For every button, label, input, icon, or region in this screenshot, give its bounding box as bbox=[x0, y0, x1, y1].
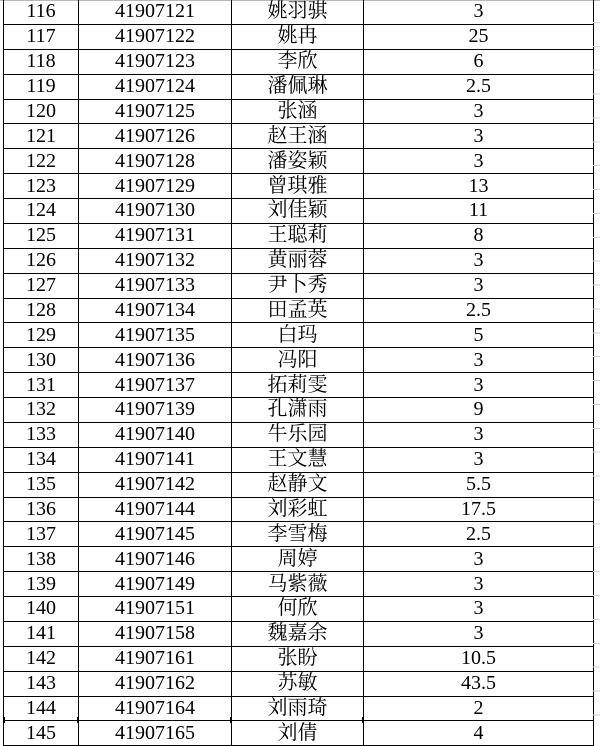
cell-student-id[interactable]: 41907126 bbox=[79, 124, 232, 149]
table-row bbox=[4, 49, 594, 74]
table-row bbox=[4, 522, 594, 547]
cell-name[interactable]: 张盼 bbox=[232, 646, 364, 671]
table-body bbox=[4, 0, 594, 746]
cell-row-number[interactable]: 139 bbox=[4, 572, 79, 597]
cell-value[interactable]: 3 bbox=[364, 248, 594, 273]
cell-name[interactable]: 李欣 bbox=[232, 49, 364, 74]
cell-name[interactable]: 赵王涵 bbox=[232, 124, 364, 149]
table-row bbox=[4, 497, 594, 522]
cell-value[interactable]: 10.5 bbox=[364, 646, 594, 671]
cell-student-id[interactable]: 41907162 bbox=[79, 671, 232, 696]
table-row bbox=[4, 174, 594, 199]
cell-name[interactable]: 何欣 bbox=[232, 597, 364, 622]
next-row-border-stub bbox=[593, 717, 595, 723]
cell-value[interactable]: 5.5 bbox=[364, 472, 594, 497]
cell-value[interactable]: 3 bbox=[364, 447, 594, 472]
cell-student-id[interactable]: 41907122 bbox=[79, 24, 232, 49]
table-row bbox=[4, 0, 594, 24]
cell-student-id[interactable]: 41907146 bbox=[79, 547, 232, 572]
table-row bbox=[4, 248, 594, 273]
cell-value[interactable]: 3 bbox=[364, 572, 594, 597]
table-row bbox=[4, 621, 594, 646]
cell-row-number[interactable]: 117 bbox=[4, 24, 79, 49]
table-row bbox=[4, 273, 594, 298]
cell-student-id[interactable]: 41907133 bbox=[79, 273, 232, 298]
cell-student-id[interactable]: 41907149 bbox=[79, 572, 232, 597]
table-row bbox=[4, 74, 594, 99]
cell-value[interactable]: 3 bbox=[364, 124, 594, 149]
cell-student-id[interactable]: 41907151 bbox=[79, 597, 232, 622]
cell-value[interactable]: 3 bbox=[364, 547, 594, 572]
cell-name[interactable]: 刘彩虹 bbox=[232, 497, 364, 522]
next-row-border-stub bbox=[362, 717, 364, 723]
cell-student-id[interactable]: 41907121 bbox=[79, 0, 232, 24]
cell-name[interactable]: 潘姿颖 bbox=[232, 149, 364, 174]
cell-value[interactable]: 11 bbox=[364, 199, 594, 224]
cell-name[interactable]: 尹卜秀 bbox=[232, 273, 364, 298]
table-row bbox=[4, 323, 594, 348]
cell-student-id[interactable]: 41907125 bbox=[79, 99, 232, 124]
cell-student-id[interactable]: 41907161 bbox=[79, 646, 232, 671]
cell-row-number[interactable]: 119 bbox=[4, 74, 79, 99]
cell-value[interactable]: 3 bbox=[364, 99, 594, 124]
cell-student-id[interactable]: 41907130 bbox=[79, 199, 232, 224]
cell-row-number[interactable]: 123 bbox=[4, 174, 79, 199]
cell-name[interactable]: 姚冉 bbox=[232, 24, 364, 49]
cell-row-number[interactable]: 142 bbox=[4, 646, 79, 671]
cell-row-number[interactable]: 116 bbox=[4, 0, 79, 24]
cell-value[interactable]: 6 bbox=[364, 49, 594, 74]
cell-name[interactable]: 苏敏 bbox=[232, 671, 364, 696]
table-row bbox=[4, 721, 594, 746]
cell-row-number[interactable]: 128 bbox=[4, 298, 79, 323]
table-row bbox=[4, 24, 594, 49]
cell-value[interactable]: 2.5 bbox=[364, 74, 594, 99]
cell-student-id[interactable]: 41907165 bbox=[79, 721, 232, 746]
cell-student-id[interactable]: 41907158 bbox=[79, 621, 232, 646]
cell-value[interactable]: 3 bbox=[364, 149, 594, 174]
cell-student-id[interactable]: 41907164 bbox=[79, 696, 232, 721]
cell-student-id[interactable]: 41907140 bbox=[79, 422, 232, 447]
cell-name[interactable]: 赵静文 bbox=[232, 472, 364, 497]
cell-value[interactable]: 4 bbox=[364, 721, 594, 746]
cell-name[interactable]: 拓莉雯 bbox=[232, 373, 364, 398]
table-row bbox=[4, 348, 594, 373]
cell-row-number[interactable]: 141 bbox=[4, 621, 79, 646]
cell-name[interactable]: 姚羽骐 bbox=[232, 0, 364, 24]
cell-student-id[interactable]: 41907136 bbox=[79, 348, 232, 373]
cell-name[interactable]: 李雪梅 bbox=[232, 522, 364, 547]
cell-student-id[interactable]: 41907139 bbox=[79, 398, 232, 423]
cell-value[interactable]: 43.5 bbox=[364, 671, 594, 696]
cell-student-id[interactable]: 41907137 bbox=[79, 373, 232, 398]
cell-value[interactable]: 2.5 bbox=[364, 298, 594, 323]
table-row bbox=[4, 572, 594, 597]
table-row bbox=[4, 447, 594, 472]
table-row bbox=[4, 472, 594, 497]
table-row bbox=[4, 547, 594, 572]
cell-row-number[interactable]: 120 bbox=[4, 99, 79, 124]
cell-row-number[interactable]: 131 bbox=[4, 373, 79, 398]
cell-row-number[interactable]: 121 bbox=[4, 124, 79, 149]
cell-value[interactable]: 3 bbox=[364, 422, 594, 447]
cell-value[interactable]: 2 bbox=[364, 696, 594, 721]
cell-name[interactable]: 田孟英 bbox=[232, 298, 364, 323]
cell-name[interactable]: 王文慧 bbox=[232, 447, 364, 472]
cell-value[interactable]: 8 bbox=[364, 223, 594, 248]
table-row bbox=[4, 696, 594, 721]
cell-name[interactable]: 孔潇雨 bbox=[232, 398, 364, 423]
cell-value[interactable]: 17.5 bbox=[364, 497, 594, 522]
cell-value[interactable]: 3 bbox=[364, 597, 594, 622]
cell-row-number[interactable]: 135 bbox=[4, 472, 79, 497]
next-row-border-stub bbox=[3, 717, 5, 723]
cell-name[interactable]: 张涵 bbox=[232, 99, 364, 124]
cell-value[interactable]: 3 bbox=[364, 348, 594, 373]
table-row bbox=[4, 373, 594, 398]
cell-name[interactable]: 刘倩 bbox=[232, 721, 364, 746]
cell-value[interactable]: 13 bbox=[364, 174, 594, 199]
cell-row-number[interactable]: 145 bbox=[4, 721, 79, 746]
cell-row-number[interactable]: 124 bbox=[4, 199, 79, 224]
cell-row-number[interactable]: 130 bbox=[4, 348, 79, 373]
cell-row-number[interactable]: 133 bbox=[4, 422, 79, 447]
cell-student-id[interactable]: 41907131 bbox=[79, 223, 232, 248]
right-faint-gridlines bbox=[593, 0, 600, 723]
cell-row-number[interactable]: 132 bbox=[4, 398, 79, 423]
cell-name[interactable]: 刘佳颖 bbox=[232, 199, 364, 224]
cell-row-number[interactable]: 127 bbox=[4, 273, 79, 298]
cell-name[interactable]: 曾琪雅 bbox=[232, 174, 364, 199]
table-row bbox=[4, 199, 594, 224]
cell-value[interactable]: 5 bbox=[364, 323, 594, 348]
cell-row-number[interactable]: 140 bbox=[4, 597, 79, 622]
cell-student-id[interactable]: 41907135 bbox=[79, 323, 232, 348]
cell-student-id[interactable]: 41907124 bbox=[79, 74, 232, 99]
table-row bbox=[4, 671, 594, 696]
next-row-border-stub bbox=[230, 717, 232, 723]
cell-row-number[interactable]: 143 bbox=[4, 671, 79, 696]
table-row bbox=[4, 422, 594, 447]
cell-name[interactable]: 潘佩琳 bbox=[232, 74, 364, 99]
cell-value[interactable]: 3 bbox=[364, 0, 594, 24]
cell-name[interactable]: 王聪莉 bbox=[232, 223, 364, 248]
table-row bbox=[4, 99, 594, 124]
cell-student-id[interactable]: 41907123 bbox=[79, 49, 232, 74]
cell-student-id[interactable]: 41907145 bbox=[79, 522, 232, 547]
cell-row-number[interactable]: 138 bbox=[4, 547, 79, 572]
cell-student-id[interactable]: 41907134 bbox=[79, 298, 232, 323]
cell-name[interactable]: 魏嘉余 bbox=[232, 621, 364, 646]
next-row-border-stub bbox=[77, 717, 79, 723]
cell-value[interactable]: 9 bbox=[364, 398, 594, 423]
table-row bbox=[4, 124, 594, 149]
table-row bbox=[4, 298, 594, 323]
cell-name[interactable]: 白玛 bbox=[232, 323, 364, 348]
cell-row-number[interactable]: 125 bbox=[4, 223, 79, 248]
cell-row-number[interactable]: 129 bbox=[4, 323, 79, 348]
cell-row-number[interactable]: 137 bbox=[4, 522, 79, 547]
cell-name[interactable]: 马紫薇 bbox=[232, 572, 364, 597]
table-row bbox=[4, 149, 594, 174]
cell-value[interactable]: 3 bbox=[364, 373, 594, 398]
cell-name[interactable]: 牛乐园 bbox=[232, 422, 364, 447]
cell-value[interactable]: 2.5 bbox=[364, 522, 594, 547]
cell-row-number[interactable]: 136 bbox=[4, 497, 79, 522]
cell-student-id[interactable]: 41907141 bbox=[79, 447, 232, 472]
table-row bbox=[4, 646, 594, 671]
table-row bbox=[4, 223, 594, 248]
cell-student-id[interactable]: 41907142 bbox=[79, 472, 232, 497]
cell-row-number[interactable]: 144 bbox=[4, 696, 79, 721]
cell-name[interactable]: 黄丽蓉 bbox=[232, 248, 364, 273]
scores-table bbox=[3, 0, 594, 746]
cell-name[interactable]: 刘雨琦 bbox=[232, 696, 364, 721]
cell-value[interactable]: 3 bbox=[364, 621, 594, 646]
cell-student-id[interactable]: 41907132 bbox=[79, 248, 232, 273]
cell-row-number[interactable]: 118 bbox=[4, 49, 79, 74]
cell-value[interactable]: 3 bbox=[364, 273, 594, 298]
cell-row-number[interactable]: 122 bbox=[4, 149, 79, 174]
cell-student-id[interactable]: 41907128 bbox=[79, 149, 232, 174]
cell-name[interactable]: 周婷 bbox=[232, 547, 364, 572]
cell-row-number[interactable]: 134 bbox=[4, 447, 79, 472]
cell-row-number[interactable]: 126 bbox=[4, 248, 79, 273]
table-row bbox=[4, 398, 594, 423]
cell-name[interactable]: 冯阳 bbox=[232, 348, 364, 373]
cell-value[interactable]: 25 bbox=[364, 24, 594, 49]
table-row bbox=[4, 597, 594, 622]
cell-student-id[interactable]: 41907144 bbox=[79, 497, 232, 522]
cell-student-id[interactable]: 41907129 bbox=[79, 174, 232, 199]
